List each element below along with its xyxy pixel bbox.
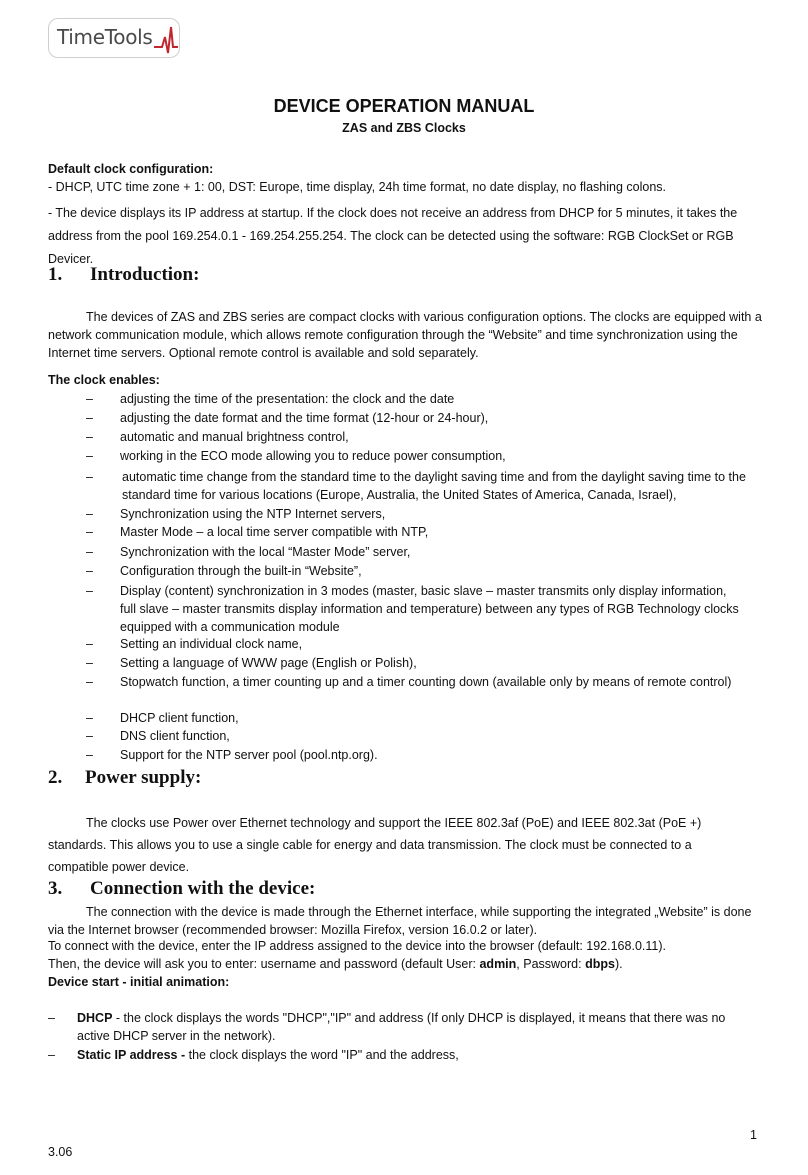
list-item: automatic and manual brightness control, bbox=[120, 430, 349, 444]
section2-paragraph: The clocks use Power over Ethernet technology and support the IEEE 802.3af (PoE) and IEEE 802.3at (PoE +) standards. This allows you to use a single cable for energy and data transmission. The clock must be connected to a compatible power device. bbox=[48, 816, 702, 874]
bullet-dash: – bbox=[86, 430, 93, 444]
enables-heading: The clock enables: bbox=[48, 373, 160, 387]
bullet-dash: – bbox=[86, 711, 93, 725]
default-username: admin bbox=[479, 957, 517, 971]
section1-number: 1. bbox=[48, 264, 63, 285]
bullet-dash: – bbox=[86, 656, 93, 670]
section1-paragraph: The devices of ZAS and ZBS series are compact clocks with various configuration options. The clocks are equipped with a network communication module, which allows remote configuration through the “Website” and time synchronization using the Internet time servers. Optional remote control is available and sold separately. bbox=[48, 310, 762, 360]
section3-paragraph2: To connect with the device, enter the IP address assigned to the device into the browser (default: 192.168.0.11). bbox=[48, 939, 666, 953]
dhcp-text: - the clock displays the words "DHCP","IP" and address (If only DHCP is displayed, it means that there was no active DHCP server in the network). bbox=[77, 1011, 726, 1043]
section3-title: Connection with the device: bbox=[90, 878, 316, 899]
credentials-text: ). bbox=[614, 957, 623, 971]
list-item: Stopwatch function, a timer counting up and a timer counting down (available only by means of remote control) bbox=[120, 675, 732, 689]
timetools-logo bbox=[48, 18, 180, 58]
dhcp-label: DHCP bbox=[77, 1011, 113, 1025]
static-ip-label: Static IP address - bbox=[77, 1048, 186, 1062]
bullet-dash: – bbox=[86, 470, 93, 484]
section2-number: 2. bbox=[48, 767, 63, 788]
section3-paragraph3 bbox=[48, 955, 762, 973]
list-item: adjusting the date format and the time format (12-hour or 24-hour), bbox=[120, 411, 489, 425]
bullet-dash: – bbox=[86, 729, 93, 743]
credentials-text: , Password: bbox=[516, 957, 586, 971]
logo-text: TimeTools bbox=[57, 25, 153, 49]
static-ip-item bbox=[77, 1046, 757, 1064]
bullet-dash: – bbox=[86, 449, 93, 463]
list-item: automatic time change from the standard time to the daylight saving time and from the daylight saving time to the standard time for various locations (Europe, Australia, the United States of America, Canada, Israel), bbox=[122, 470, 746, 502]
list-item: DNS client function, bbox=[120, 729, 230, 743]
list-item: Setting a language of WWW page (English or Polish), bbox=[120, 656, 417, 670]
document-version: 3.06 bbox=[48, 1145, 73, 1159]
list-item: Synchronization with the local “Master Mode” server, bbox=[120, 545, 411, 559]
bullet-dash: – bbox=[86, 507, 93, 521]
bullet-dash: – bbox=[86, 411, 93, 425]
start-animation-heading: Device start - initial animation: bbox=[48, 975, 230, 989]
default-config-heading: Default clock configuration: bbox=[48, 162, 214, 176]
bullet-dash: – bbox=[86, 675, 93, 689]
list-item: Master Mode – a local time server compatible with NTP, bbox=[120, 525, 429, 539]
bullet-dash: – bbox=[86, 525, 93, 539]
list-item: adjusting the time of the presentation: the clock and the date bbox=[120, 392, 455, 406]
list-item: Configuration through the built-in “Website”, bbox=[120, 564, 362, 578]
list-item: Support for the NTP server pool (pool.ntp.org). bbox=[120, 748, 378, 762]
list-item: Setting an individual clock name, bbox=[120, 637, 303, 651]
section2-title: Power supply: bbox=[85, 767, 202, 788]
list-item: working in the ECO mode allowing you to reduce power consumption, bbox=[120, 449, 506, 463]
bullet-dash: – bbox=[86, 637, 93, 651]
dhcp-item bbox=[77, 1009, 757, 1045]
bullet-dash: – bbox=[86, 392, 93, 406]
document-subtitle: ZAS and ZBS Clocks bbox=[342, 121, 466, 135]
section3-paragraph1: The connection with the device is made through the Ethernet interface, while supporting the integrated „Website” is done via the Internet browser (recommended browser: Mozilla Firefox, version 16.0.2 or later). bbox=[48, 905, 752, 937]
bullet-dash: – bbox=[86, 545, 93, 559]
section3-number: 3. bbox=[48, 878, 63, 899]
bullet-dash: – bbox=[86, 584, 93, 598]
pulse-icon bbox=[154, 23, 178, 55]
default-config-line2: - The device displays its IP address at startup. If the clock does not receive an address from DHCP for 5 minutes, it takes the address from the pool 169.254.0.1 - 169.254.255.254. The clock can be detected using the software: RGB ClockSet or RGB Devicer. bbox=[48, 206, 738, 266]
bullet-dash: – bbox=[86, 564, 93, 578]
default-config-line1: - DHCP, UTC time zone + 1: 00, DST: Europe, time display, 24h time format, no date display, no flashing colons. bbox=[48, 180, 666, 194]
page-number: 1 bbox=[750, 1128, 757, 1142]
bullet-dash: – bbox=[48, 1048, 55, 1062]
bullet-dash: – bbox=[48, 1011, 55, 1025]
document-title: DEVICE OPERATION MANUAL bbox=[273, 96, 535, 116]
default-password: dbps bbox=[585, 957, 615, 971]
credentials-text: Then, the device will ask you to enter: username and password (default User: bbox=[48, 957, 480, 971]
list-item: Display (content) synchronization in 3 modes (master, basic slave – master transmits only display information, full slave – master transmits display information and temperature) between any types of RGB Technology clocks equipped with a communication module bbox=[120, 584, 739, 634]
static-ip-text: the clock displays the word "IP" and the address, bbox=[185, 1048, 459, 1062]
list-item: Synchronization using the NTP Internet servers, bbox=[120, 507, 386, 521]
section1-title: Introduction: bbox=[90, 264, 200, 285]
list-item: DHCP client function, bbox=[120, 711, 239, 725]
bullet-dash: – bbox=[86, 748, 93, 762]
